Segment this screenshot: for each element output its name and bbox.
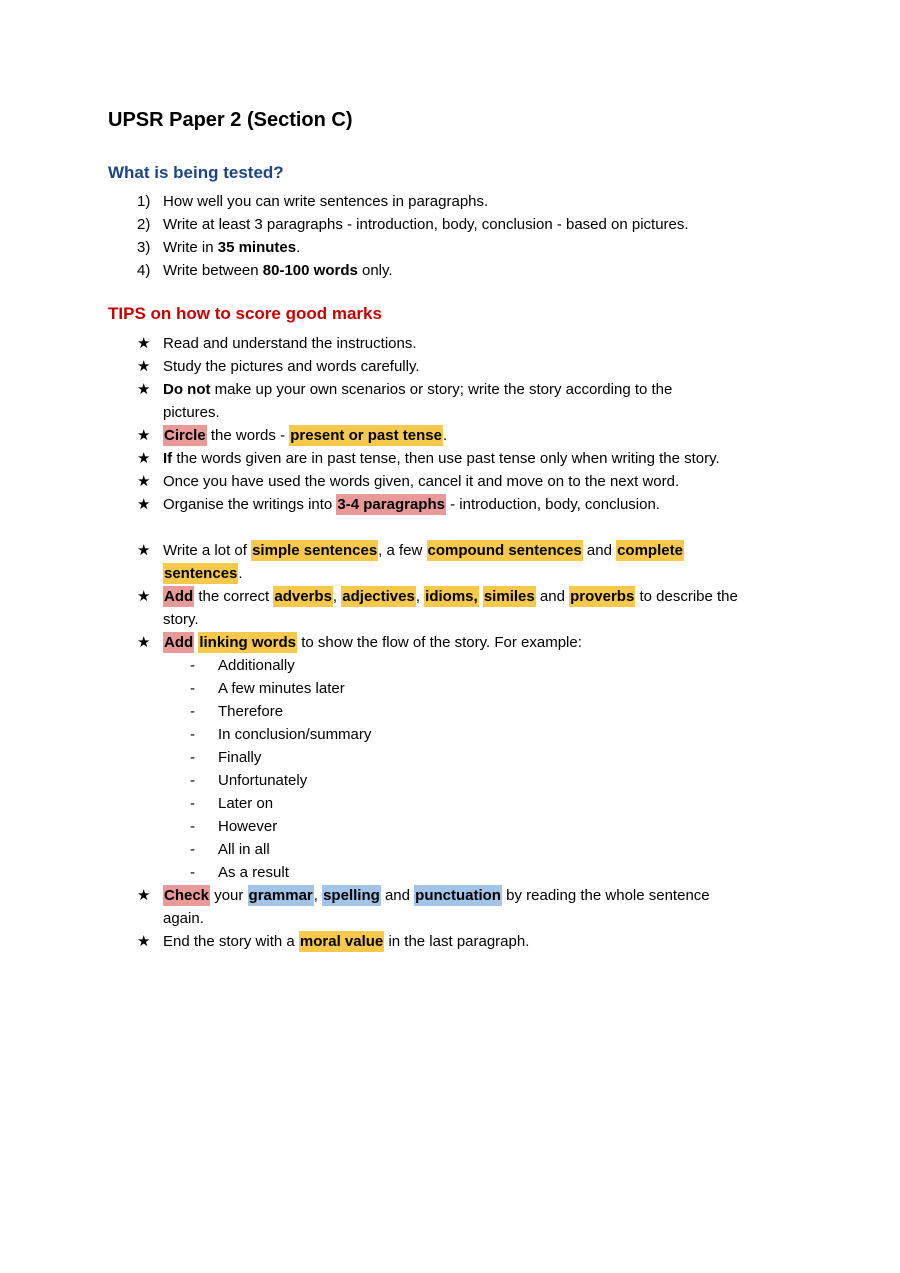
text-run: Read and understand the instructions.: [163, 335, 417, 352]
text-run: pictures.: [163, 404, 220, 421]
dash-bullet-icon: -: [190, 726, 195, 743]
item-text: [163, 493, 790, 516]
tip-item: [108, 930, 790, 953]
star-bullet-icon: ★: [137, 450, 151, 467]
text-run: 35 minutes: [217, 239, 297, 256]
text-run: Write between: [163, 262, 263, 279]
tip-item: [108, 355, 790, 378]
dash-bullet-icon: -: [190, 657, 195, 674]
linking-word-item: [108, 746, 790, 769]
star-bullet-icon: ★: [137, 473, 151, 490]
linking-word-item: [108, 654, 790, 677]
item-number: 1): [137, 193, 151, 210]
highlighted-text: Circle: [164, 427, 206, 444]
tip-item: [108, 447, 790, 470]
star-bullet-icon: ★: [137, 634, 151, 651]
text-run: to describe the: [635, 588, 738, 605]
item-text: [163, 332, 790, 355]
item-number: 4): [137, 262, 151, 279]
item-text: [163, 585, 790, 631]
numbered-item: [108, 213, 790, 236]
text-run: Write a lot of: [163, 542, 252, 559]
star-bullet-icon: ★: [137, 933, 151, 950]
star-bullet-icon: ★: [137, 427, 151, 444]
text-run: , a few: [378, 542, 427, 559]
linking-word-item: [108, 861, 790, 884]
star-bullet-icon: ★: [137, 335, 151, 352]
section-what-is-tested: [108, 162, 790, 282]
tested-heading: What is being tested?: [108, 163, 284, 182]
highlighted-text: adverbs: [274, 588, 332, 605]
text-run: End the story with a: [163, 933, 299, 950]
tip-item: [108, 631, 790, 654]
text-run: Write at least 3 paragraphs - introduction, body, conclusion - based on pictures.: [163, 216, 689, 233]
sub-item-text: A few minutes later: [218, 680, 345, 697]
text-run: in the last paragraph.: [384, 933, 530, 950]
tips-heading: TIPS on how to score good marks: [108, 304, 382, 323]
text-run: the words -: [206, 427, 290, 444]
highlighted-text: linking words: [199, 634, 297, 651]
text-run: ,: [332, 588, 342, 605]
text-run: by reading the whole sentence: [501, 887, 710, 904]
tip-item: [108, 378, 790, 424]
highlighted-text: spelling: [323, 887, 380, 904]
linking-word-item: [108, 792, 790, 815]
dash-bullet-icon: -: [190, 841, 195, 858]
dash-bullet-icon: -: [190, 772, 195, 789]
text-run: .: [296, 239, 301, 256]
sub-item-text: In conclusion/summary: [218, 726, 372, 743]
tip-item: [108, 424, 790, 447]
highlighted-text: punctuation: [415, 887, 501, 904]
highlighted-text: Add: [164, 634, 194, 651]
numbered-item: [108, 259, 790, 282]
text-run: .: [238, 565, 243, 582]
highlighted-text: present or past tense: [290, 427, 442, 444]
text-run: the correct: [194, 588, 274, 605]
sub-item-text: However: [218, 818, 278, 835]
item-text: [163, 259, 790, 282]
highlighted-text: adjectives: [342, 588, 415, 605]
highlighted-text: grammar: [248, 887, 313, 904]
item-text: [163, 190, 790, 213]
dash-bullet-icon: -: [190, 818, 195, 835]
text-run: your: [210, 887, 248, 904]
sub-item-text: As a result: [218, 864, 289, 881]
text-run: Once you have used the words given, cancel it and move on to the next word.: [163, 473, 680, 490]
highlighted-text: compound sentences: [427, 542, 582, 559]
highlighted-text: similes: [483, 588, 535, 605]
star-bullet-icon: ★: [137, 887, 151, 904]
text-run: only.: [357, 262, 393, 279]
text-run: 80-100 words: [262, 262, 358, 279]
sub-item-text: Later on: [218, 795, 274, 812]
text-run: Organise the writings into: [163, 496, 337, 513]
numbered-item: [108, 236, 790, 259]
tip-item: [108, 332, 790, 355]
highlighted-text: 3-4 paragraphs: [337, 496, 445, 513]
linking-word-item: [108, 838, 790, 861]
linking-word-item: [108, 723, 790, 746]
item-number: 3): [137, 239, 151, 256]
dash-bullet-icon: -: [190, 864, 195, 881]
highlighted-text: Check: [164, 887, 210, 904]
sub-item-text: Finally: [218, 749, 262, 766]
dash-bullet-icon: -: [190, 703, 195, 720]
star-bullet-icon: ★: [137, 358, 151, 375]
linking-word-item: [108, 677, 790, 700]
item-text: [163, 539, 790, 585]
highlighted-text: idioms,: [425, 588, 478, 605]
text-run: and: [535, 588, 570, 605]
item-text: [163, 631, 790, 654]
text-run: and: [380, 887, 415, 904]
text-run: story.: [163, 611, 199, 628]
text-run: make up your own scenarios or story; write the story according to the: [210, 381, 673, 398]
sub-item-text: Therefore: [218, 703, 284, 720]
numbered-item: [108, 190, 790, 213]
text-run: - introduction, body, conclusion.: [445, 496, 660, 513]
item-text: [163, 424, 790, 447]
tip-item: [108, 493, 790, 516]
linking-word-item: [108, 700, 790, 723]
sub-item-text: Unfortunately: [218, 772, 308, 789]
item-text: [163, 213, 790, 236]
item-text: [163, 470, 790, 493]
item-text: [163, 884, 790, 930]
star-bullet-icon: ★: [137, 381, 151, 398]
highlighted-text: moral value: [299, 933, 384, 950]
text-run: How well you can write sentences in paragraphs.: [163, 193, 489, 210]
text-run: .: [442, 427, 448, 444]
text-run: Do not: [163, 381, 211, 398]
star-bullet-icon: ★: [137, 496, 151, 513]
sub-item-text: Additionally: [218, 657, 295, 674]
item-number: 2): [137, 216, 151, 233]
text-run: and: [582, 542, 617, 559]
tip-item: [108, 884, 790, 930]
star-bullet-icon: ★: [137, 588, 151, 605]
item-text: [163, 355, 790, 378]
item-text: [163, 236, 790, 259]
dash-bullet-icon: -: [190, 749, 195, 766]
item-text: [163, 447, 790, 470]
text-run: to show the flow of the story. For example:: [297, 634, 582, 651]
text-run: ,: [415, 588, 425, 605]
tested-list: [108, 190, 790, 282]
tip-item: [108, 539, 790, 585]
tip-item: [108, 585, 790, 631]
text-run: the words given are in past tense, then use past tense only when writing the story.: [172, 450, 720, 467]
text-run: again.: [163, 910, 204, 927]
star-bullet-icon: ★: [137, 542, 151, 559]
tip-item: [108, 470, 790, 493]
text-run: Study the pictures and words carefully.: [163, 358, 420, 375]
highlighted-text: complete: [617, 542, 683, 559]
linking-word-item: [108, 769, 790, 792]
tips-list: [108, 332, 790, 953]
highlighted-text: sentences: [164, 565, 238, 582]
highlighted-text: simple sentences: [252, 542, 378, 559]
document-title: UPSR Paper 2 (Section C): [108, 109, 353, 131]
highlighted-text: Add: [164, 588, 194, 605]
item-text: [163, 930, 790, 953]
text-run: If: [163, 450, 173, 467]
highlighted-text: proverbs: [570, 588, 635, 605]
linking-word-item: [108, 815, 790, 838]
item-text: [163, 378, 790, 424]
text-run: ,: [313, 887, 323, 904]
dash-bullet-icon: -: [190, 795, 195, 812]
sub-item-text: All in all: [218, 841, 270, 858]
dash-bullet-icon: -: [190, 680, 195, 697]
section-tips: [108, 303, 790, 953]
text-run: Write in: [163, 239, 218, 256]
